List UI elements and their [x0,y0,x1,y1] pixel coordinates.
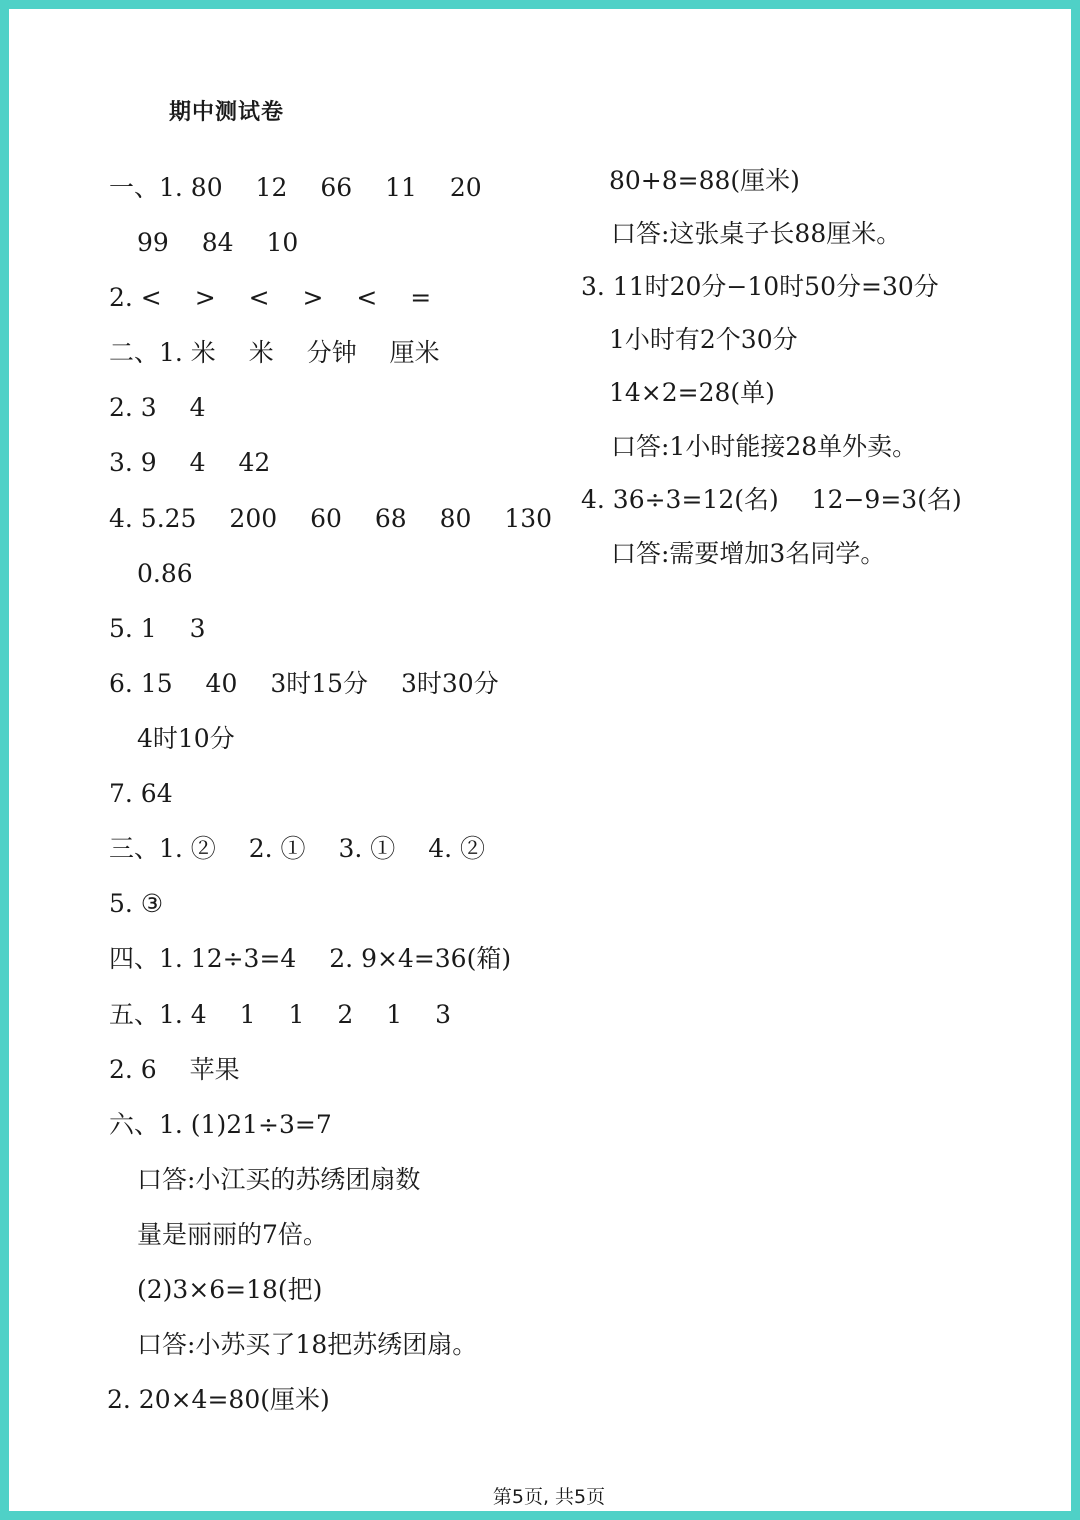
answer-line: 2. < > < > < = [109,283,432,312]
answer-line: 4. 36÷3=12(名) 12−9=3(名) [581,485,962,514]
page-footer: 第5页, 共5页 [492,1486,606,1508]
page-title: 期中测试卷 [169,100,285,125]
answer-line: (2)3×6=18(把) [137,1275,323,1304]
answer-line: 0.86 [137,559,193,588]
answer-line: 5. ③ [109,889,164,918]
answer-line: 口答:小苏买了18把苏绣团扇。 [137,1330,478,1359]
answer-line: 80+8=88(厘米) [609,166,800,195]
answer-line: 口答:1小时能接28单外卖。 [611,432,918,461]
answer-line: 1小时有2个30分 [609,325,798,354]
answer-line: 4时10分 [137,724,235,753]
answer-line: 2. 3 4 [109,393,206,422]
answer-line: 五、1. 4 1 1 2 1 3 [109,1000,451,1029]
answer-line: 四、1. 12÷3=4 2. 9×4=36(箱) [109,944,512,973]
answer-line: 4. 5.25 200 60 68 80 130 [109,504,553,533]
answer-line: 7. 64 [109,779,173,808]
answer-line: 口答:需要增加3名同学。 [611,539,886,568]
answer-line: 3. 11时20分−10时50分=30分 [581,272,939,301]
answer-line: 口答:小江买的苏绣团扇数 [137,1165,421,1194]
answer-line: 三、1. ② 2. ① 3. ① 4. ② [109,834,486,863]
answer-line: 2. 20×4=80(厘米) [107,1385,330,1414]
answer-line: 一、1. 80 12 66 11 20 [109,173,482,202]
answer-line: 二、1. 米 米 分钟 厘米 [109,338,440,367]
answer-line: 2. 6 苹果 [109,1055,240,1084]
answer-line: 99 84 10 [137,228,299,257]
answer-line: 量是丽丽的7倍。 [137,1220,328,1249]
answer-line: 6. 15 40 3时15分 3时30分 [109,669,499,698]
answer-line: 5. 1 3 [109,614,206,643]
answer-line: 口答:这张桌子长88厘米。 [611,219,902,248]
answer-line: 3. 9 4 42 [109,448,271,477]
answer-line: 六、1. (1)21÷3=7 [109,1110,332,1139]
answer-line: 14×2=28(单) [609,378,775,407]
